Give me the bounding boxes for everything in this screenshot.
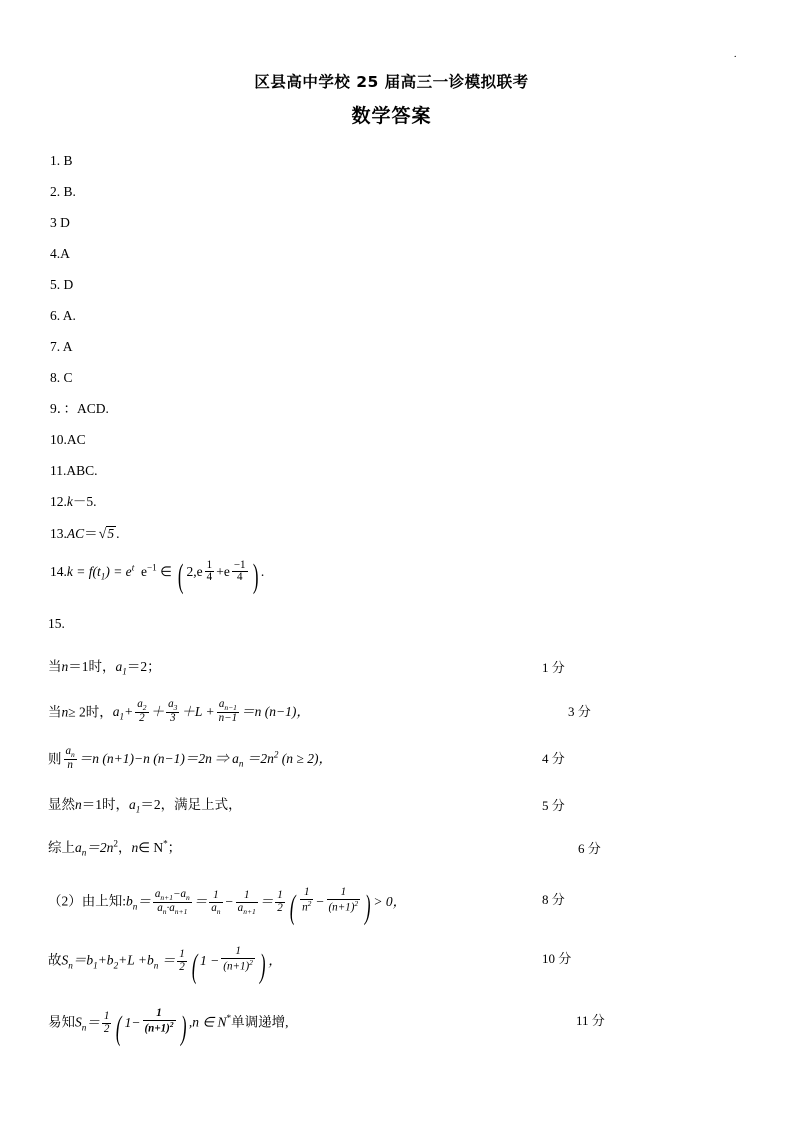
answer-item-14-frac2: [232, 560, 248, 585]
answer-item-12-variable: k: [66, 494, 73, 509]
answer-item-5: 5. D: [50, 277, 74, 292]
solution-step-6: [48, 886, 735, 926]
step8-subn: n: [81, 1022, 87, 1033]
step4-points: 5 分: [542, 798, 565, 814]
objective-answer-list: [48, 153, 735, 595]
answer-item-13-radicand: 5: [107, 526, 115, 541]
step5-semicolon: ；: [167, 839, 182, 855]
answer-item-10: 10.AC: [50, 432, 86, 447]
step4-a: a: [129, 797, 136, 813]
step7-subn: n: [68, 960, 73, 971]
answer-item-14-e2: e: [223, 563, 230, 579]
step3-points: 4 分: [542, 750, 565, 766]
solution-step-3: [48, 746, 735, 772]
answer-item-8: 8. C: [50, 370, 73, 385]
answer-item-6: 6. A.: [50, 308, 76, 323]
answer-item-3: 3 D: [50, 215, 70, 230]
step7-expr: ＝ $\frac{1}{2}$ ( 1 − $\frac{1}{(n+1)^2}$ ) ，: [158, 945, 282, 985]
solution-15: [48, 615, 735, 1047]
solution-step-8: [48, 1007, 735, 1047]
step4-eq2: ＝2，满足上式，: [140, 797, 242, 813]
page-subtitle: 数学答案: [351, 105, 432, 127]
answer-item-13: [50, 526, 735, 542]
step1-points: 1 分: [542, 659, 565, 675]
frac2-numerator: −1: [233, 558, 246, 571]
step8-prefix: 易知: [48, 1015, 75, 1031]
step4-sub: 1: [135, 804, 141, 815]
sqrt-icon: √5: [98, 526, 115, 542]
answer-item-14-in: ∈: [160, 563, 172, 579]
answer-item-12-value: －5: [72, 494, 94, 509]
step7-eq: ＝b: [72, 953, 94, 969]
step6-prefix: （2）由上知:: [48, 894, 127, 910]
step1-a: a: [115, 658, 123, 674]
solution-step-5: [48, 836, 735, 858]
step1-eq2: ＝2；: [126, 658, 161, 674]
answer-item-14-two: 2,: [186, 563, 197, 579]
step2-prefix: 当: [48, 703, 62, 719]
answer-item-14-k: k = f(t: [66, 563, 101, 579]
step7-prefix: 故: [48, 953, 62, 969]
step7-dots: +L +b: [118, 953, 154, 969]
step5-n: n: [131, 839, 139, 855]
step5-points: 6 分: [578, 840, 601, 856]
answer-item-12-period: .: [93, 494, 97, 509]
answer-item-13-equals: ＝: [84, 526, 98, 541]
step1-sub: 1: [122, 666, 127, 677]
step7-points: 10 分: [542, 951, 572, 967]
step7-S: S: [61, 953, 69, 969]
answer-item-14-tsup: t: [131, 561, 135, 572]
step8-suffix: 单调递增,: [231, 1015, 289, 1031]
answer-item-14-open-paren: (: [178, 557, 184, 595]
solution-step-1: [48, 655, 735, 677]
answer-item-2: 2. B.: [50, 184, 76, 199]
step5-a: a: [75, 839, 82, 855]
step7-b1: 1: [93, 960, 98, 971]
step5-in: ∈ N: [138, 839, 164, 855]
solution-15-label: [48, 616, 735, 634]
step8-expr: ＝ $\frac{1}{2}$ ( 1− $\frac{1}{(n+1)^2}$ ): [86, 1007, 187, 1047]
step8-star: *: [226, 1013, 232, 1024]
answer-item-7: 7. A: [50, 339, 73, 354]
title-block: [48, 70, 735, 128]
answer-item-13-period: .: [116, 526, 120, 541]
frac2-denominator: 4: [236, 571, 243, 584]
step1-eq1: ＝1时，: [68, 658, 116, 674]
step2-n: n: [61, 703, 69, 719]
step6-subn: n: [132, 901, 138, 912]
step2-condition: ≥ 2时，: [68, 703, 113, 719]
step4-eq1: ＝1时，: [81, 797, 129, 813]
step8-tail: ,n ∈ N: [188, 1015, 227, 1031]
answer-item-14: [50, 557, 735, 595]
step5-subn: n: [81, 847, 87, 858]
solution-step-4: [48, 793, 735, 815]
answer-item-14-label: 14.: [50, 563, 67, 579]
page-title: 区县高中学校 25 届高三一诊模拟联考: [254, 73, 529, 91]
answer-item-4: 4.A: [50, 246, 70, 261]
answer-item-14-close-paren: ): [252, 557, 259, 595]
answer-item-11: 11.ABC.: [50, 463, 98, 478]
solution-15-number: 15.: [48, 615, 65, 631]
step3-expr: $\frac{a_n}{n}$ ＝n (n+1)−n (n−1)＝2n ⇒ $a_n =2n^2$ (n ≥ 2)，: [65, 744, 332, 772]
step6-expr: ＝ $\frac{a_{n+1}-a_n}{a_n\cdot a_{n+1}}$ ＝ $\frac{1}{a_n}$ − $\frac{1}{a_{n+1}}$ ＝ $\frac{1}{2}$ ( $\frac{1}{n^2}$ − $\frac{1}{(n+1)^2}$ ) > 0，: [137, 886, 407, 926]
step5-prefix: 综上: [48, 839, 75, 855]
answer-item-14-frac1: [205, 560, 215, 585]
step7-b2: 2: [113, 960, 119, 971]
answer-item-1: 1. B: [50, 153, 73, 168]
step6-points: 8 分: [542, 892, 565, 908]
frac1-numerator: 1: [206, 558, 213, 571]
answer-item-14-period: .: [260, 563, 265, 579]
step7-plus: +b: [97, 953, 114, 969]
answer-item-12: [50, 495, 735, 509]
solution-step-7: [48, 945, 735, 985]
step3-prefix: 则: [48, 751, 62, 767]
answer-item-14-ebase: e: [196, 563, 203, 579]
step6-b: b: [126, 894, 133, 910]
answer-item-9: 9．：ACD.: [50, 401, 109, 416]
answer-item-14-sub: 1: [100, 571, 106, 582]
solution-step-2: [48, 699, 735, 725]
answer-item-14-eterm: e: [141, 563, 147, 579]
step1-prefix: 当: [48, 658, 62, 674]
step4-prefix: 显然: [48, 797, 75, 813]
step8-points: 11 分: [576, 1013, 605, 1029]
step5-comma: ，: [117, 839, 132, 855]
step1-n: n: [61, 658, 69, 674]
answer-item-14-close: ) = e: [105, 563, 132, 579]
answer-item-14-negsup: −1: [147, 561, 157, 572]
step5-sup: 2: [113, 838, 118, 849]
corner-page-mark: ·: [733, 51, 737, 63]
frac1-denominator: 4: [206, 571, 213, 584]
step5-star: *: [163, 838, 168, 849]
step4-n: n: [75, 797, 82, 813]
step5-eq: ＝2n: [86, 839, 114, 855]
step2-points: 3 分: [568, 703, 591, 719]
answer-item-12-label: 12.: [50, 494, 67, 509]
step7-bn: n: [153, 960, 159, 971]
step2-expr: $a_1+$ $\frac{a_2}{2}$ ＋ $\frac{a_3}{3}$ ＋L + $\frac{a_{n-1}}{n-1}$ ＝n (n−1)，: [112, 697, 310, 724]
answer-item-13-segment: AC: [66, 526, 85, 541]
answer-item-13-label: 13.: [50, 526, 67, 541]
answer-item-14-plus: +: [216, 563, 224, 579]
step8-S: S: [75, 1015, 82, 1031]
